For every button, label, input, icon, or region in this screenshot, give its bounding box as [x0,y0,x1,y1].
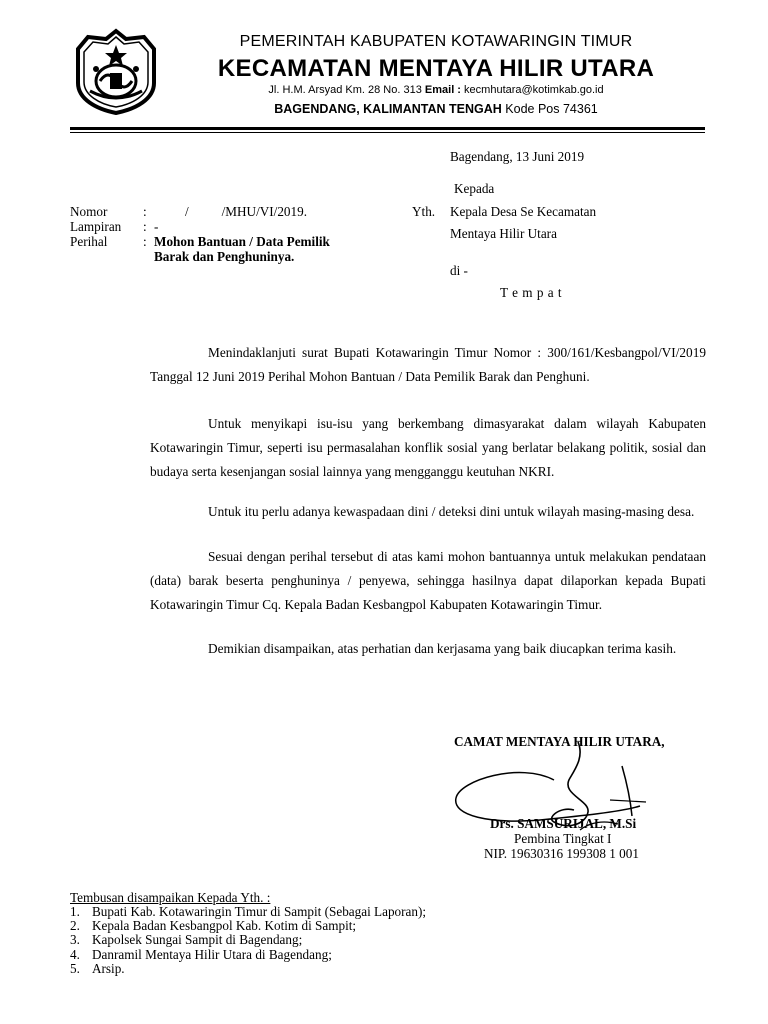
cc-item [70,919,426,933]
body-paragraph-4-text: Sesuai dengan perihal tersebut di atas kami mohon bantuannya untuk melakukan pendataan (data) barak beserta penghuninya / penyewa, sehingga hasilnya dapat dilaporkan kepada Bupati Kotawaringin Timur Cq. Kepala Badan Kesbangpol Kabupaten Kotawaringin Timur. [150,549,706,612]
cc-item-number: 1. [70,904,80,919]
signatory-name: Drs. SAMSURIJAL, M.Si [490,816,637,831]
body-paragraph-3-text: Untuk itu perlu adanya kewaspadaan dini / deteksi dini untuk wilayah masing-masing desa. [208,504,695,519]
perihal-line1: Mohon Bantuan / Data Pemilik [154,234,330,249]
nomor-label: Nomor [70,204,108,219]
recipient-line2: Mentaya Hilir Utara [450,226,557,241]
address-street: Jl. H.M. Arsyad Km. 28 No. 313 [268,84,422,96]
recipient-line1: Kepala Desa Se Kecamatan [450,204,597,219]
office-address [160,84,712,96]
cc-heading: Tembusan disampaikan Kepada Yth. : [70,890,271,905]
city-province: BAGENDANG, KALIMANTAN TENGAH [274,102,502,116]
cc-item-number: 5. [70,960,80,976]
perihal-line2: Barak dan Penghuninya. [154,249,295,264]
body-paragraph-5-text: Demikian disampaikan, atas perhatian dan kerjasama yang baik diucapkan terima kasih. [208,641,677,656]
body-paragraph-1 [150,341,706,389]
cc-list [70,905,426,976]
cc-item [70,962,426,976]
lampiran-value: - [154,219,159,234]
nomor-colon: : [143,204,147,219]
cc-item-text: Arsip. [92,960,125,976]
cc-item [70,905,426,919]
cc-item-text: Danramil Mentaya Hilir Utara di Bagendang; [92,946,332,962]
signatory-rank: Pembina Tingkat I [514,831,612,846]
cc-item-number: 4. [70,946,80,962]
body-paragraph-4 [150,545,706,616]
cc-item [70,933,426,947]
cc-item-number: 2. [70,918,80,934]
recipient-yth: Yth. [412,204,436,219]
email-label: Email : [424,84,461,96]
body-paragraph-2 [150,412,706,483]
government-name: PEMERINTAH KABUPATEN KOTAWARINGIN TIMUR [239,33,633,50]
lampiran-colon: : [143,219,147,234]
cc-item-number: 3. [70,932,80,948]
perihal-label: Perihal [70,234,108,249]
lampiran-label: Lampiran [70,219,122,234]
cc-item [70,948,426,962]
cc-item-text: Bupati Kab. Kotawaringin Timur di Sampit (Sebagai Laporan); [92,904,427,919]
letter-date: Bagendang, 13 Juni 2019 [450,149,585,164]
email-address: kecmhutara@kotimkab.go.id [464,84,604,96]
signatory-nip: NIP. 19630316 199308 1 001 [484,846,639,861]
cc-item-text: Kepala Badan Kesbangpol Kab. Kotim di Sampit; [92,918,357,934]
letterhead-divider-thick [70,127,705,130]
body-paragraph-1-text: Menindaklanjuti surat Bupati Kotawaringin Timur Nomor : 300/161/Kesbangpol/VI/2019 Tanggal 12 Juni 2019 Perihal Mohon Bantuan / Data Pemilik Barak dan Penghuni. [150,345,706,384]
body-paragraph-3 [150,500,706,524]
regency-coat-of-arms-icon [70,25,162,117]
body-paragraph-5 [150,637,706,661]
nomor-value: / /MHU/VI/2019. [185,204,307,219]
perihal-colon: : [143,234,147,249]
office-name: KECAMATAN MENTAYA HILIR UTARA [217,55,655,82]
recipient-di: di - [450,263,468,278]
recipient-kepada: Kepada [454,181,495,196]
office-city [160,102,712,116]
cc-item-text: Kapolsek Sungai Sampit di Bagendang; [92,932,303,948]
body-paragraph-2-text: Untuk menyikapi isu-isu yang berkembang dimasyarakat dalam wilayah Kabupaten Kotawaringin Timur, seperti isu permasalahan konflik sosial yang berlatar belakang politik, sosial dan budaya serta kesenjangan sosial lainnya yang mengganggu keutuhan NKRI. [150,416,706,479]
postal-code: Kode Pos 74361 [505,102,598,116]
recipient-tempat: T e m p a t [500,285,563,300]
letterhead-divider-thin [70,132,705,133]
signature-title: CAMAT MENTAYA HILIR UTARA, [454,734,665,749]
